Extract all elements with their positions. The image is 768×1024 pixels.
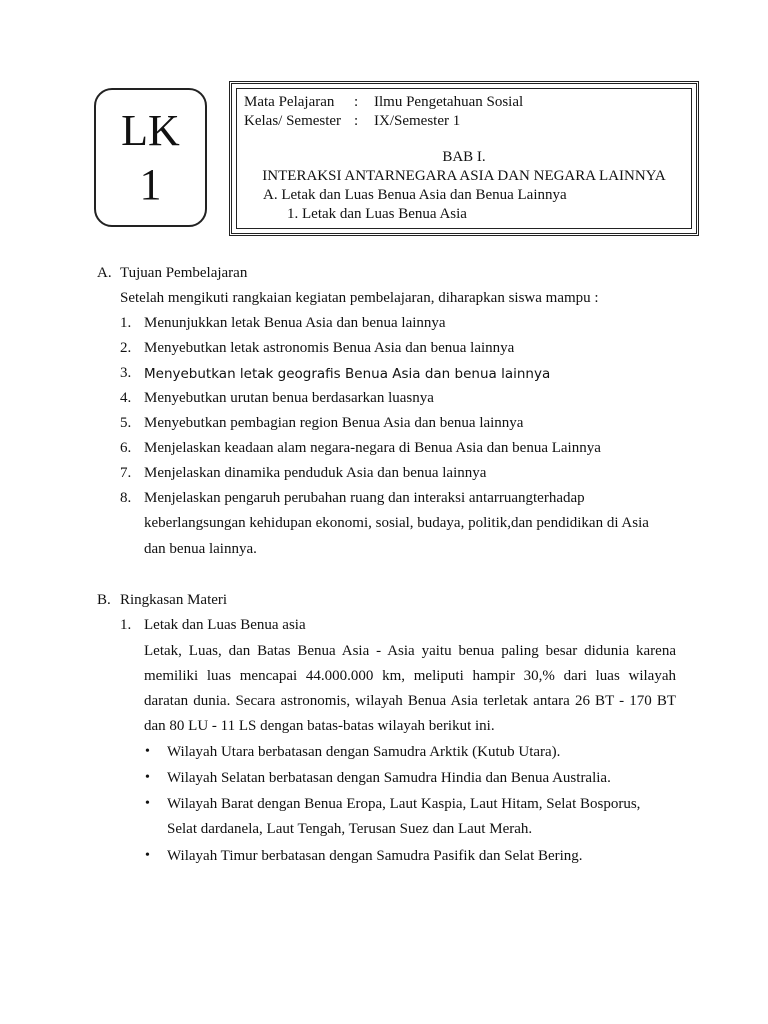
paragraph-line: memiliki luas mencapai 44.000.000 km, meliputi hampir 30,% dari luas wilayah [144,668,676,684]
objective-number: 4. [120,390,132,406]
bullet-icon: • [145,770,150,785]
section-b-title: Ringkasan Materi [120,592,228,608]
border-item: Wilayah Barat dengan Benua Eropa, Laut Kaspia, Laut Hitam, Selat Bosporus, [167,796,641,812]
class-colon: : [354,113,359,129]
subject-value: Ilmu Pengetahuan Sosial [374,94,524,110]
subject-row [244,93,523,112]
paragraph-line: daratan dunia. Secara astronomis, wilayah Benua Asia terletak antara 26 BT - 170 BT [144,693,676,709]
subject-key: Mata Pelajaran [244,94,335,110]
lk-number: 1 [139,159,162,209]
class-value: IX/Semester 1 [374,113,461,129]
chapter-sub-a: A. Letak dan Luas Benua Asia dan Benua Lainnya [263,187,567,203]
header-box [229,81,699,236]
objective-number: 3. [120,365,132,381]
objective-item: Menjelaskan dinamika penduduk Asia dan benua lainnya [144,465,487,481]
header-box-inner [236,88,692,229]
bullet-icon: • [145,744,150,759]
chapter-number: BAB I. [442,149,486,165]
objective-item-cont: keberlangsungan kehidupan ekonomi, sosial, budaya, politik,dan pendidikan di Asia [144,515,649,531]
paragraph-line: Letak, Luas, dan Batas Benua Asia - Asia yaitu benua paling besar didunia karena [144,643,676,659]
objective-number: 2. [120,340,132,356]
border-item: Wilayah Selatan berbatasan dengan Samudra Hindia dan Benua Australia. [167,770,611,786]
section-b-sub-title: Letak dan Luas Benua asia [144,617,306,633]
objective-item: Menjelaskan pengaruh perubahan ruang dan interaksi antarruangterhadap [144,490,585,506]
paragraph-line: dan 80 LU - 11 LS dengan batas-batas wilayah berikut ini. [144,718,495,734]
objective-item: Menyebutkan letak astronomis Benua Asia dan benua lainnya [144,340,515,356]
border-item: Wilayah Timur berbatasan dengan Samudra Pasifik dan Selat Bering. [167,848,583,864]
section-a-marker: A. [97,265,112,281]
section-a-intro: Setelah mengikuti rangkaian kegiatan pembelajaran, diharapkan siswa mampu : [120,290,599,306]
objective-item: Menjelaskan keadaan alam negara-negara di Benua Asia dan benua Lainnya [144,440,601,456]
lk-label: LK [121,105,180,155]
section-b-sub-marker: 1. [120,617,132,633]
border-item: Wilayah Utara berbatasan dengan Samudra Arktik (Kutub Utara). [167,744,561,760]
lk-badge [94,88,207,227]
section-b-marker: B. [97,592,111,608]
chapter-title: INTERAKSI ANTARNEGARA ASIA DAN NEGARA LAINNYA [262,168,666,184]
objective-item: Menyebutkan urutan benua berdasarkan luasnya [144,390,434,406]
class-row [244,112,460,131]
objective-item: Menyebutkan letak geografis Benua Asia dan benua lainnya [144,366,551,382]
chapter-sub-1: 1. Letak dan Luas Benua Asia [287,206,467,222]
section-a-title: Tujuan Pembelajaran [120,265,248,281]
objective-item: Menunjukkan letak Benua Asia dan benua lainnya [144,315,446,331]
objective-number: 1. [120,315,132,331]
objective-number: 8. [120,490,132,506]
objective-item: Menyebutkan pembagian region Benua Asia dan benua lainnya [144,415,524,431]
objective-number: 6. [120,440,132,456]
objective-number: 5. [120,415,132,431]
bullet-icon: • [145,796,150,811]
objective-item-cont: dan benua lainnya. [144,541,257,557]
class-key: Kelas/ Semester [244,113,342,129]
bullet-icon: • [145,848,150,863]
objective-number: 7. [120,465,132,481]
border-item-cont: Selat dardanela, Laut Tengah, Terusan Suez dan Laut Merah. [167,821,533,837]
subject-colon: : [354,94,359,110]
